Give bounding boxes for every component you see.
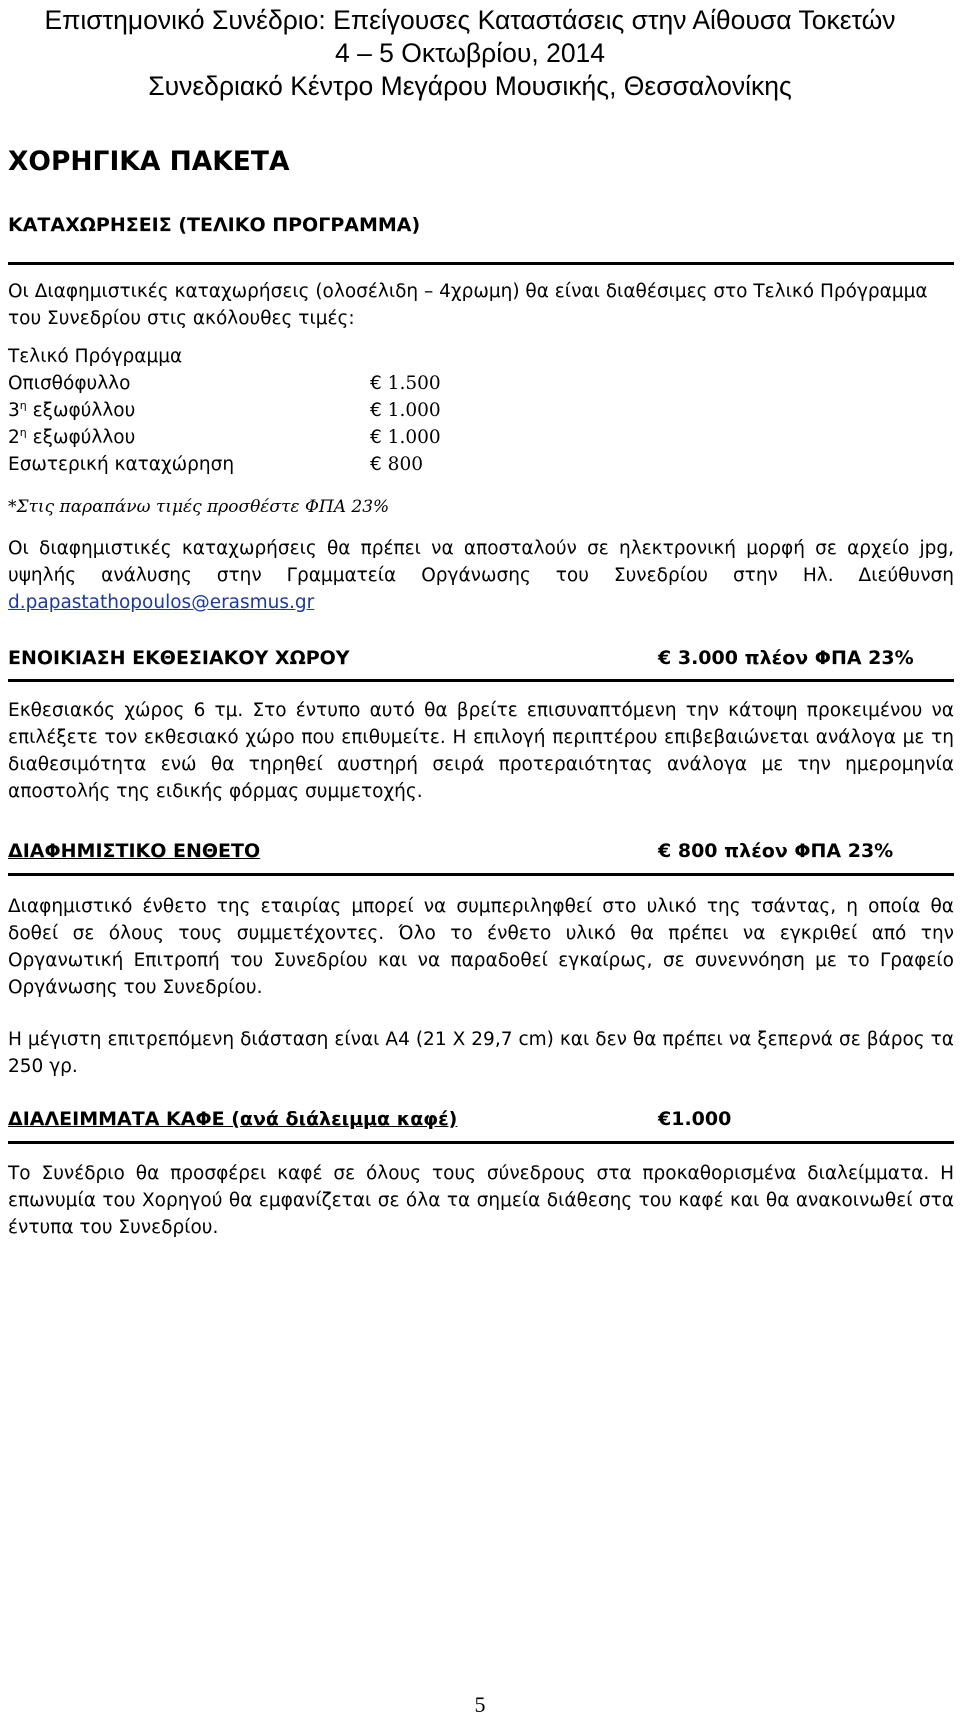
section-title-registrations: ΚΑΤΑΧΩΡΗΣΕΙΣ (ΤΕΛΙΚΟ ΠΡΟΓΡΑΜΜΑ) [8, 214, 421, 236]
euro-icon: € [370, 400, 382, 421]
insert-size-text: Η μέγιστη επιτρεπόμενη διάσταση είναι Α4 (21 Χ 29,7 cm) και δεν θα πρέπει να ξεπερνά σε βάρος τα 250 γρ. [8, 1029, 954, 1077]
coffee-text: Το Συνέδριο θα προσφέρει καφέ σε όλους τους σύνεδρους στα προκαθορισμένα διαλείμματα. Η επωνυμία του Χορηγού θα εμφανίζεται σε όλα τα σημεία διάθεσης του καφέ και θα ανακοινωθεί στα έντυπα του Συνεδρίου. [8, 1163, 954, 1238]
exhibition-text: Εκθεσιακός χώρος 6 τμ. Στο έντυπο αυτό θα βρείτε επισυναπτόμενη την κάτοψη προκειμένου να επιλέξετε τον εκθεσιακό χώρο που επιθυμείτε. Η επιλογή περιπτέρου επιβεβαιώνεται ανάλογα με τη διαθεσιμότητα ενώ θα τηρηθεί αυστηρή σειρά προτεραιότητας ανάλογα με την ημερομηνία αποστολής της ειδικής φόρμας συμμετοχής. [8, 700, 954, 802]
euro-icon: € [370, 454, 382, 475]
euro-icon: € [658, 647, 672, 669]
header-line-dates: 4 – 5 Οκτωβρίου, 2014 [334, 38, 606, 68]
section-divider [8, 1141, 954, 1144]
price-item-value: € 1.000 [370, 400, 441, 421]
vat-note: *Στις παραπάνω τιμές προσθέστε ΦΠΑ 23% [8, 497, 390, 517]
euro-icon: € [658, 840, 672, 862]
section-divider [8, 262, 954, 265]
page-title: ΧΟΡΗΓΙΚΑ ΠΑΚΕΤΑ [8, 146, 290, 177]
section-divider [8, 679, 954, 682]
price-row-inside [0, 454, 960, 481]
registrations-intro: Οι Διαφημιστικές καταχωρήσεις (ολοσέλιδη – 4χρωμη) θα είναι διαθέσιμες στο Τελικό Πρόγραμμα του Συνεδρίου στις ακόλουθες τιμές: [8, 281, 928, 329]
insert-price: € 800 πλέον ΦΠΑ 23% [658, 840, 894, 862]
page-number: 5 [474, 1692, 486, 1717]
section-title-exhibition: ΕΝΟΙΚΙΑΣΗ ΕΚΘΕΣΙΑΚΟΥ ΧΩΡΟΥ [8, 647, 350, 669]
exhibition-price: € 3.000 πλέον ΦΠΑ 23% [658, 647, 914, 669]
price-item-value: € 1.000 [370, 427, 441, 448]
section-title-coffee: ΔΙΑΛΕΙΜΜΑΤΑ ΚΑΦΕ (ανά διάλειμμα καφέ) [8, 1108, 458, 1130]
price-item-value: € 800 [370, 454, 423, 475]
header-line-title: Επιστημονικό Συνέδριο: Επείγουσες Καταστάσεις στην Αίθουσα Τοκετών [44, 5, 896, 35]
price-row-back-cover [0, 373, 960, 400]
price-item-value: € 1.500 [370, 373, 441, 394]
header-line-venue: Συνεδριακό Κέντρο Μεγάρου Μουσικής, Θεσσαλονίκης [148, 71, 792, 101]
email-link[interactable]: d.papastathopoulos@erasmus.gr [8, 592, 315, 613]
section-title-insert: ΔΙΑΦΗΜΙΣΤΙΚΟ ΕΝΘΕΤΟ [8, 840, 261, 862]
price-row-third-cover [0, 400, 960, 427]
euro-icon: € [658, 1108, 672, 1130]
conference-header [0, 4, 940, 103]
insert-text: Διαφημιστικό ένθετο της εταιρίας μπορεί να συμπεριληφθεί στο υλικό της τσάντας, η οποία θα δοθεί σε όλους τους συμμετέχοντες. Όλο το ένθετο υλικό θα πρέπει να εγκριθεί από την Οργανωτική Επιτροπή του Συνεδρίου και να παραδοθεί εγκαίρως, σε συνεννόηση με το Γραφείο Οργάνωσης του Συνεδρίου. [8, 896, 954, 998]
coffee-price: €1.000 [658, 1108, 732, 1130]
euro-icon: € [370, 427, 382, 448]
price-item-label: Οπισθόφυλλο [8, 373, 131, 394]
submission-text: Οι διαφημιστικές καταχωρήσεις θα πρέπει να αποσταλούν σε ηλεκτρονική μορφή σε αρχείο jpg, υψηλής ανάλυσης στην Γραμματεία Οργάνωσης του Συνεδρίου στην Ηλ. Διεύθυνση d.papastathopoulos@erasmus.gr [8, 538, 954, 613]
price-row-second-cover [0, 427, 960, 454]
section-divider [8, 873, 954, 876]
price-item-label: Εσωτερική καταχώρηση [8, 454, 235, 475]
price-item-label: $2^\eta$ εξωφύλλου [8, 425, 136, 448]
price-list-title: Τελικό Πρόγραμμα [8, 346, 183, 367]
price-item-label: $3^\eta$ εξωφύλλου [8, 398, 136, 421]
euro-icon: € [370, 373, 382, 394]
